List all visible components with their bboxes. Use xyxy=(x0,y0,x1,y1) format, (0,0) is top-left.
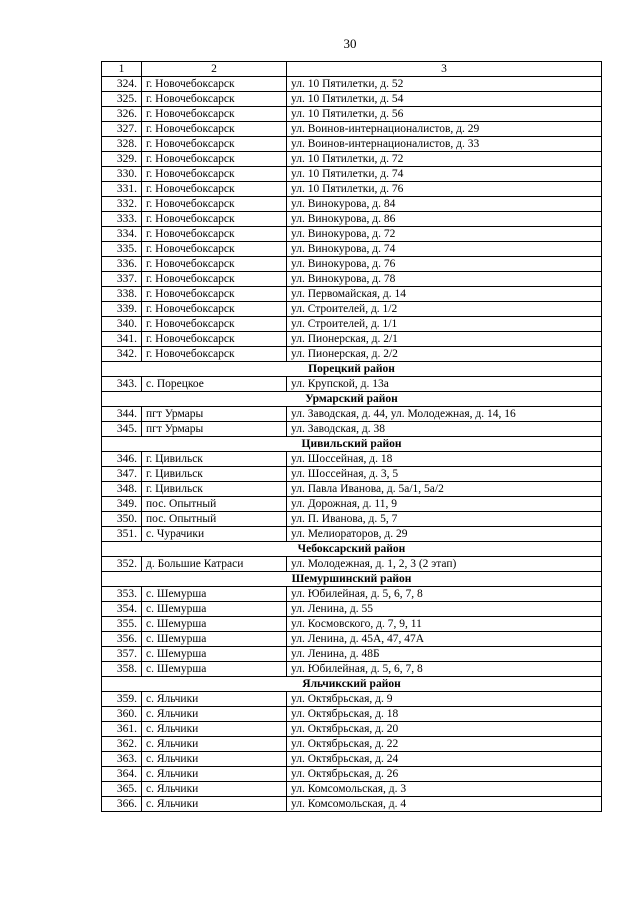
locality-cell: г. Новочебоксарск xyxy=(142,302,287,317)
row-number-cell: 348. xyxy=(102,482,142,497)
locality-cell: г. Новочебоксарск xyxy=(142,107,287,122)
locality-cell: г. Новочебоксарск xyxy=(142,287,287,302)
table-row xyxy=(102,512,602,527)
locality-cell: г. Новочебоксарск xyxy=(142,257,287,272)
table-row xyxy=(102,287,602,302)
table-row xyxy=(102,182,602,197)
row-number-cell: 325. xyxy=(102,92,142,107)
row-number-cell: 359. xyxy=(102,692,142,707)
table-row xyxy=(102,227,602,242)
district-heading: Урмарский район xyxy=(102,392,602,407)
table-row xyxy=(102,722,602,737)
district-row xyxy=(102,677,602,692)
address-cell: ул. 10 Пятилетки, д. 76 xyxy=(287,182,602,197)
row-number-cell: 328. xyxy=(102,137,142,152)
district-heading: Шемуршинский район xyxy=(102,572,602,587)
row-number-cell: 329. xyxy=(102,152,142,167)
table-body xyxy=(102,77,602,812)
table-row xyxy=(102,197,602,212)
row-number-cell: 334. xyxy=(102,227,142,242)
table-row xyxy=(102,587,602,602)
table-row xyxy=(102,482,602,497)
locality-cell: г. Новочебоксарск xyxy=(142,122,287,137)
address-cell: ул. Комсомольская, д. 3 xyxy=(287,782,602,797)
locality-cell: г. Цивильск xyxy=(142,482,287,497)
address-cell: ул. Ленина, д. 48Б xyxy=(287,647,602,662)
address-table xyxy=(101,61,602,812)
district-row xyxy=(102,437,602,452)
locality-cell: д. Большие Катраси xyxy=(142,557,287,572)
address-cell: ул. Винокурова, д. 84 xyxy=(287,197,602,212)
table-row xyxy=(102,407,602,422)
locality-cell: с. Шемурша xyxy=(142,662,287,677)
row-number-cell: 342. xyxy=(102,347,142,362)
row-number-cell: 324. xyxy=(102,77,142,92)
address-cell: ул. Космовского, д. 7, 9, 11 xyxy=(287,617,602,632)
address-cell: ул. Октябрьская, д. 9 xyxy=(287,692,602,707)
district-row xyxy=(102,572,602,587)
locality-cell: г. Цивильск xyxy=(142,467,287,482)
address-cell: ул. Первомайская, д. 14 xyxy=(287,287,602,302)
locality-cell: г. Новочебоксарск xyxy=(142,242,287,257)
row-number-cell: 353. xyxy=(102,587,142,602)
address-cell: ул. Молодежная, д. 1, 2, 3 (2 этап) xyxy=(287,557,602,572)
row-number-cell: 354. xyxy=(102,602,142,617)
row-number-cell: 356. xyxy=(102,632,142,647)
address-cell: ул. Павла Иванова, д. 5а/1, 5а/2 xyxy=(287,482,602,497)
address-cell: ул. Воинов-интернационалистов, д. 29 xyxy=(287,122,602,137)
locality-cell: г. Новочебоксарск xyxy=(142,167,287,182)
row-number-cell: 333. xyxy=(102,212,142,227)
locality-cell: г. Новочебоксарск xyxy=(142,77,287,92)
locality-cell: пос. Опытный xyxy=(142,512,287,527)
table-row xyxy=(102,692,602,707)
locality-cell: г. Новочебоксарск xyxy=(142,317,287,332)
table-row xyxy=(102,662,602,677)
table-row xyxy=(102,92,602,107)
locality-cell: г. Новочебоксарск xyxy=(142,272,287,287)
table-row xyxy=(102,242,602,257)
locality-cell: с. Яльчики xyxy=(142,782,287,797)
address-cell: ул. Строителей, д. 1/1 xyxy=(287,317,602,332)
address-cell: ул. Винокурова, д. 76 xyxy=(287,257,602,272)
address-cell: ул. 10 Пятилетки, д. 72 xyxy=(287,152,602,167)
locality-cell: с. Яльчики xyxy=(142,707,287,722)
address-cell: ул. Октябрьская, д. 22 xyxy=(287,737,602,752)
locality-cell: г. Новочебоксарск xyxy=(142,182,287,197)
column-header-number: 1 xyxy=(102,62,142,77)
district-heading: Порецкий район xyxy=(102,362,602,377)
row-number-cell: 338. xyxy=(102,287,142,302)
address-cell: ул. Мелиораторов, д. 29 xyxy=(287,527,602,542)
table-row xyxy=(102,347,602,362)
table-row xyxy=(102,467,602,482)
address-cell: ул. 10 Пятилетки, д. 52 xyxy=(287,77,602,92)
locality-cell: г. Новочебоксарск xyxy=(142,197,287,212)
address-cell: ул. Винокурова, д. 78 xyxy=(287,272,602,287)
district-row xyxy=(102,362,602,377)
address-cell: ул. 10 Пятилетки, д. 56 xyxy=(287,107,602,122)
locality-cell: г. Цивильск xyxy=(142,452,287,467)
table-row xyxy=(102,122,602,137)
table-row xyxy=(102,617,602,632)
row-number-cell: 340. xyxy=(102,317,142,332)
table-row xyxy=(102,557,602,572)
address-cell: ул. 10 Пятилетки, д. 74 xyxy=(287,167,602,182)
address-cell: ул. Октябрьская, д. 20 xyxy=(287,722,602,737)
table-row xyxy=(102,647,602,662)
locality-cell: с. Шемурша xyxy=(142,617,287,632)
row-number-cell: 358. xyxy=(102,662,142,677)
table-row xyxy=(102,797,602,812)
table-row xyxy=(102,317,602,332)
row-number-cell: 347. xyxy=(102,467,142,482)
table-row xyxy=(102,137,602,152)
row-number-cell: 366. xyxy=(102,797,142,812)
row-number-cell: 339. xyxy=(102,302,142,317)
locality-cell: с. Шемурша xyxy=(142,602,287,617)
address-cell: ул. Заводская, д. 38 xyxy=(287,422,602,437)
table-row xyxy=(102,527,602,542)
table-row xyxy=(102,167,602,182)
district-heading: Яльчикский район xyxy=(102,677,602,692)
address-cell: ул. Воинов-интернационалистов, д. 33 xyxy=(287,137,602,152)
header-row xyxy=(102,62,602,77)
row-number-cell: 343. xyxy=(102,377,142,392)
address-cell: ул. Октябрьская, д. 24 xyxy=(287,752,602,767)
row-number-cell: 355. xyxy=(102,617,142,632)
row-number-cell: 363. xyxy=(102,752,142,767)
locality-cell: г. Новочебоксарск xyxy=(142,212,287,227)
table-row xyxy=(102,257,602,272)
table-row xyxy=(102,77,602,92)
row-number-cell: 331. xyxy=(102,182,142,197)
address-cell: ул. 10 Пятилетки, д. 54 xyxy=(287,92,602,107)
table-row xyxy=(102,152,602,167)
table-row xyxy=(102,497,602,512)
locality-cell: с. Шемурша xyxy=(142,647,287,662)
row-number-cell: 327. xyxy=(102,122,142,137)
address-cell: ул. Юбилейная, д. 5, 6, 7, 8 xyxy=(287,662,602,677)
table-row xyxy=(102,377,602,392)
row-number-cell: 365. xyxy=(102,782,142,797)
table-row xyxy=(102,107,602,122)
address-cell: ул. Юбилейная, д. 5, 6, 7, 8 xyxy=(287,587,602,602)
locality-cell: г. Новочебоксарск xyxy=(142,152,287,167)
address-cell: ул. Ленина, д. 45А, 47, 47А xyxy=(287,632,602,647)
row-number-cell: 332. xyxy=(102,197,142,212)
locality-cell: с. Шемурша xyxy=(142,632,287,647)
locality-cell: г. Новочебоксарск xyxy=(142,227,287,242)
locality-cell: с. Яльчики xyxy=(142,767,287,782)
address-cell: ул. Шоссейная, д. 18 xyxy=(287,452,602,467)
locality-cell: с. Порецкое xyxy=(142,377,287,392)
row-number-cell: 341. xyxy=(102,332,142,347)
address-cell: ул. Шоссейная, д. 3, 5 xyxy=(287,467,602,482)
locality-cell: г. Новочебоксарск xyxy=(142,92,287,107)
locality-cell: г. Новочебоксарск xyxy=(142,137,287,152)
row-number-cell: 337. xyxy=(102,272,142,287)
address-cell: ул. Ленина, д. 55 xyxy=(287,602,602,617)
row-number-cell: 350. xyxy=(102,512,142,527)
address-cell: ул. Крупской, д. 13а xyxy=(287,377,602,392)
table-row xyxy=(102,272,602,287)
row-number-cell: 335. xyxy=(102,242,142,257)
column-header-locality: 2 xyxy=(142,62,287,77)
address-cell: ул. Пионерская, д. 2/1 xyxy=(287,332,602,347)
row-number-cell: 360. xyxy=(102,707,142,722)
locality-cell: пгт Урмары xyxy=(142,422,287,437)
table-row xyxy=(102,767,602,782)
row-number-cell: 344. xyxy=(102,407,142,422)
locality-cell: с. Яльчики xyxy=(142,692,287,707)
locality-cell: с. Шемурша xyxy=(142,587,287,602)
table-row xyxy=(102,737,602,752)
table-row xyxy=(102,707,602,722)
district-heading: Чебоксарский район xyxy=(102,542,602,557)
row-number-cell: 330. xyxy=(102,167,142,182)
address-cell: ул. Заводская, д. 44, ул. Молодежная, д. 14, 16 xyxy=(287,407,602,422)
address-cell: ул. Винокурова, д. 72 xyxy=(287,227,602,242)
table-row xyxy=(102,212,602,227)
locality-cell: с. Яльчики xyxy=(142,722,287,737)
page-number: 30 xyxy=(343,36,357,51)
address-cell: ул. Октябрьская, д. 26 xyxy=(287,767,602,782)
table-header xyxy=(102,62,602,77)
address-cell: ул. Винокурова, д. 86 xyxy=(287,212,602,227)
locality-cell: пгт Урмары xyxy=(142,407,287,422)
locality-cell: г. Новочебоксарск xyxy=(142,332,287,347)
column-header-address: 3 xyxy=(287,62,602,77)
address-cell: ул. П. Иванова, д. 5, 7 xyxy=(287,512,602,527)
locality-cell: г. Новочебоксарск xyxy=(142,347,287,362)
table-row xyxy=(102,602,602,617)
row-number-cell: 349. xyxy=(102,497,142,512)
district-row xyxy=(102,392,602,407)
row-number-cell: 346. xyxy=(102,452,142,467)
district-row xyxy=(102,542,602,557)
table-row xyxy=(102,452,602,467)
table-row xyxy=(102,752,602,767)
address-cell: ул. Октябрьская, д. 18 xyxy=(287,707,602,722)
row-number-cell: 361. xyxy=(102,722,142,737)
row-number-cell: 364. xyxy=(102,767,142,782)
table-row xyxy=(102,782,602,797)
address-cell: ул. Пионерская, д. 2/2 xyxy=(287,347,602,362)
row-number-cell: 362. xyxy=(102,737,142,752)
locality-cell: с. Яльчики xyxy=(142,797,287,812)
row-number-cell: 326. xyxy=(102,107,142,122)
row-number-cell: 336. xyxy=(102,257,142,272)
address-cell: ул. Дорожная, д. 11, 9 xyxy=(287,497,602,512)
row-number-cell: 345. xyxy=(102,422,142,437)
address-cell: ул. Винокурова, д. 74 xyxy=(287,242,602,257)
table-row xyxy=(102,302,602,317)
district-heading: Цивильский район xyxy=(102,437,602,452)
row-number-cell: 357. xyxy=(102,647,142,662)
table-row xyxy=(102,422,602,437)
locality-cell: с. Яльчики xyxy=(142,752,287,767)
locality-cell: с. Яльчики xyxy=(142,737,287,752)
locality-cell: пос. Опытный xyxy=(142,497,287,512)
row-number-cell: 352. xyxy=(102,557,142,572)
address-cell: ул. Комсомольская, д. 4 xyxy=(287,797,602,812)
table-row xyxy=(102,332,602,347)
row-number-cell: 351. xyxy=(102,527,142,542)
table-row xyxy=(102,632,602,647)
locality-cell: с. Чурачики xyxy=(142,527,287,542)
address-cell: ул. Строителей, д. 1/2 xyxy=(287,302,602,317)
